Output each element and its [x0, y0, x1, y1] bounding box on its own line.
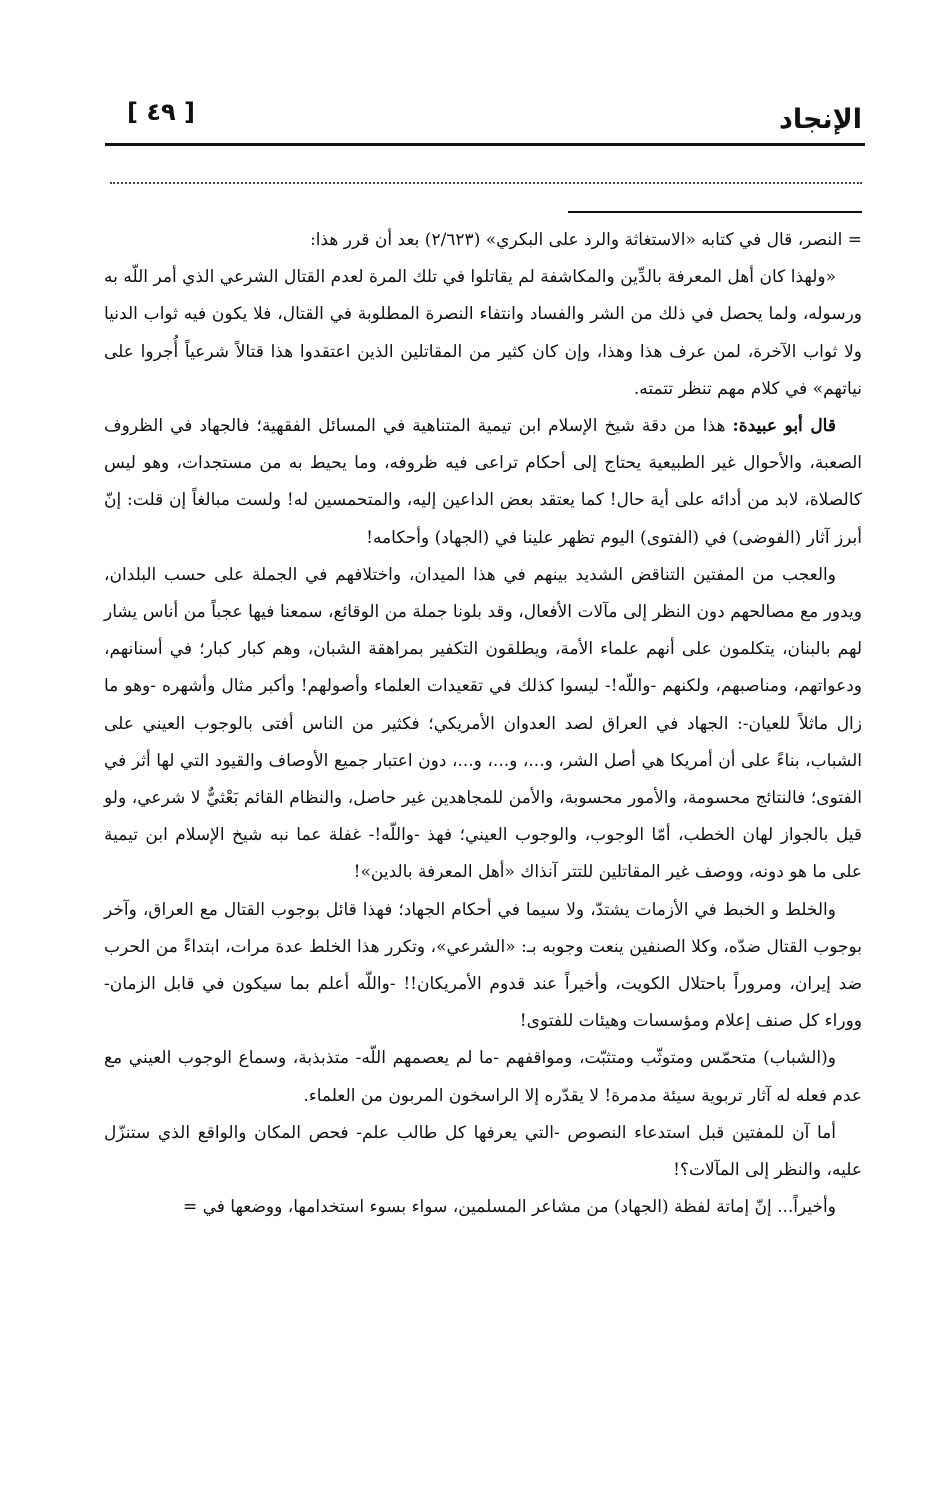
- footnote-paragraph-confusion: [104, 892, 862, 1041]
- footnote-paragraph-continuation: [104, 222, 862, 259]
- footnote-paragraph-question: [104, 1115, 862, 1189]
- page-number: [ ٤٩ ]: [127, 98, 195, 126]
- footnote-separator: [568, 211, 862, 213]
- paragraph-text: هذا من دقة شيخ الإسلام ابن تيمية المتناهية في المسائل الفقهية؛ فالجهاد في الظروف الصعبة، والأحوال غير الطبيعية يحتاج إلى أحكام تراعى فيه ظروفه، وما يحيط به من مستجدات، وهو ليس كالصلاة، لابد من أدائه على أية حال! كما يعتقد بعض الداعين إليه، والمتحمسين له! ولست مبالغاً إن قلت: إنّ أبرز آثار (الفوضى) في (الفتوى) اليوم تظهر علينا في (الجهاد) وأحكامه!: [104, 416, 862, 548]
- paragraph-text: والخلط و الخبط في الأزمات يشتدّ، ولا سيما في أحكام الجهاد؛ فهذا قائل بوجوب القتال مع العراق، وآخر بوجوب القتال ضدّه، وكلا الصنفين ينعت وجوبه بـ: «الشرعي»، وتكرر هذا الخلط عدة مرات، ابتداءً من الحرب ضد إيران، ومروراً باحتلال الكويت، وأخيراً عند قدوم الأمريكان!! -واللّه أعلم بما سيكون في قابل الزمان- ووراء كل صنف إعلام ومؤسسات وهيئات للفتوى!: [104, 899, 862, 1032]
- paragraph-text: = النصر، قال في كتابه «الاستغاثة والرد على البكري» (٢/٦٢٣) بعد أن قرر هذا:: [310, 230, 862, 250]
- footnote-paragraph-youth: [104, 1040, 862, 1114]
- header-rule: [105, 143, 865, 146]
- paragraph-text: «ولهذا كان أهل المعرفة بالدِّين والمكاشفة لم يقاتلوا في تلك المرة لعدم القتال الشرعي الذي أمر اللّه به ورسوله، ولما يحصل في ذلك من الشر والفساد وانتفاء النصرة المطلوبة في القتال، فلا يكون فيه ثواب الدنيا ولا ثواب الآخرة، لمن عرف هذا وهذا، وإن كان كثير من المقاتلين الذين اعتقدوا هذا قتالاً شرعياً أُجروا على نياتهم» في كلام مهم تنظر تتمته.: [104, 267, 862, 399]
- paragraph-text: والعجب من المفتين التناقض الشديد بينهم في هذا الميدان، واختلافهم في الجملة على حسب البلدان، ويدور مع مصالحهم دون النظر إلى مآلات الأفعال، وقد بلونا جملة من الوقائع، سمعنا فيها عجباً من أناس يشار لهم بالبنان، يتكلمون على أنهم علماء الأمة، ويطلقون التكفير بمراهقة الشبان، وهم كبار كبار؛ في أسنانهم، ودعواتهم، ومناصبهم، ولكنهم -واللّه!- ليسوا كذلك في تقعيدات العلماء وأصولهم! وأكبر مثال وأشهره -وهو ما زال ماثلاً للعيان-: الجهاد في العراق لصد العدوان الأمريكي؛ فكثير من الناس أفتى بالوجوب العيني على الشباب، بناءً على أن أمريكا هي أصل الشر، و...، و...، و...، دون اعتبار جميع الأوصاف والقيود التي لها أثر في الفتوى؛ فالنتائج محسومة، والأمور محسوبة، والأمن للمجاهدين غير حاصل، والنظام القائم بَعْثيٌّ لا شرعي، ولو قيل بالجواز لهان الخطب، أمّا الوجوب، والوجوب العيني؛ فهذ -واللّه!- غفلة عما نبه شيخ الإسلام ابن تيمية على ما هو دونه، ووصف غير المقاتلين للتتر آنذاك «أهل المعرفة بالدين»!: [104, 564, 862, 883]
- running-head: [105, 96, 862, 142]
- paragraph-text: وأخيراً... إنّ إماتة لفظة (الجهاد) من مشاعر المسلمين، سواء بسوء استخدامها، ووضعها في =: [182, 1197, 836, 1218]
- footnote-body: [104, 222, 862, 1226]
- footnote-paragraph-commentary: [104, 408, 862, 557]
- dotted-separator: [110, 182, 862, 184]
- footnote-paragraph-final: [104, 1189, 862, 1226]
- footnote-paragraph-quote: [104, 259, 862, 408]
- paragraph-lead: قال أبو عبيدة:: [732, 416, 836, 437]
- footnote-paragraph-muftis: [104, 557, 862, 892]
- book-title: الإنجاد: [779, 104, 862, 135]
- paragraph-text: أما آن للمفتين قبل استدعاء النصوص -التي يعرفها كل طالب علم- فحص المكان والواقع الذي ستنزّل عليه، والنظر إلى المآلات؟!: [104, 1122, 862, 1181]
- paragraph-text: و(الشباب) متحمّس ومتوثّب ومتثبّت، ومواقفهم -ما لم يعصمهم اللّه- متذبذبة، وسماع الوجوب العيني مع عدم فعله له آثار تربوية سيئة مدمرة! لا يقدّره إلا الراسخون المربون من العلماء.: [104, 1048, 862, 1106]
